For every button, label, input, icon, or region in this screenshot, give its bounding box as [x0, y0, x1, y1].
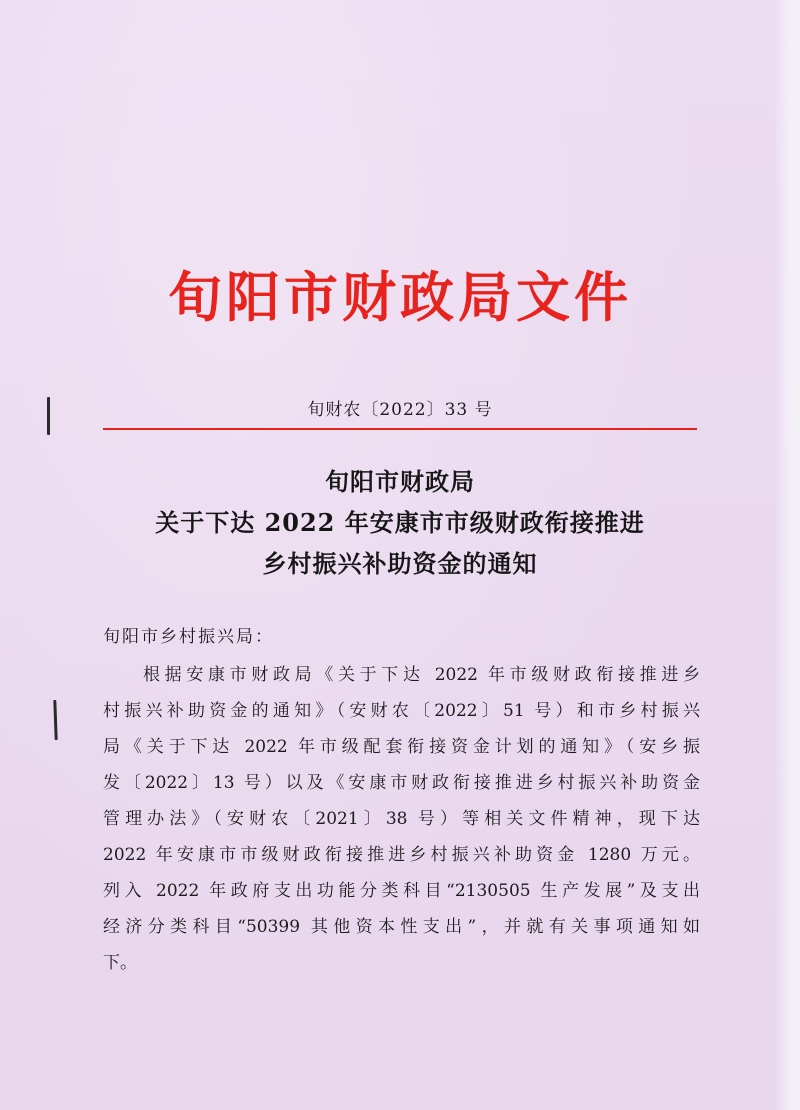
- document-number: 旬财农〔2022〕33 号: [307, 400, 493, 420]
- red-divider: [103, 428, 697, 430]
- staple-bottom: [53, 700, 57, 740]
- body-line: 下。: [103, 953, 137, 973]
- body-line: 经济分类科目“50399 其他资本性支出”，并就有关事项通知如: [103, 917, 700, 937]
- body-line: 局《关于下达 2022 年市级配套衔接资金计划的通知》（安乡振: [103, 737, 700, 757]
- notice-title-line-3: 乡村振兴补助资金的通知: [262, 549, 538, 578]
- salutation: 旬阳市乡村振兴局：: [103, 627, 274, 647]
- notice-title-line-2: 关于下达 2022 年安康市市级财政衔接推进: [155, 508, 645, 537]
- body-line: 根据安康市财政局《关于下达 2022 年市级财政衔接推进乡: [143, 665, 700, 685]
- notice-title-line-1: 旬阳市财政局: [325, 467, 475, 496]
- body-line: 2022 年安康市市级财政衔接推进乡村振兴补助资金 1280 万元。: [103, 845, 700, 865]
- agency-header: 旬阳市财政局文件: [168, 266, 632, 329]
- body-line: 列入 2022 年政府支出功能分类科目“2130505 生产发展”及支出: [103, 881, 700, 901]
- body-line: 发〔2022〕13 号）以及《安康市财政衔接推进乡村振兴补助资金: [103, 773, 700, 793]
- body-line: 管理办法》（安财农〔2021〕38 号）等相关文件精神，现下达: [103, 809, 700, 829]
- body-line: 村振兴补助资金的通知》（安财农〔2022〕51 号）和市乡村振兴: [103, 701, 700, 721]
